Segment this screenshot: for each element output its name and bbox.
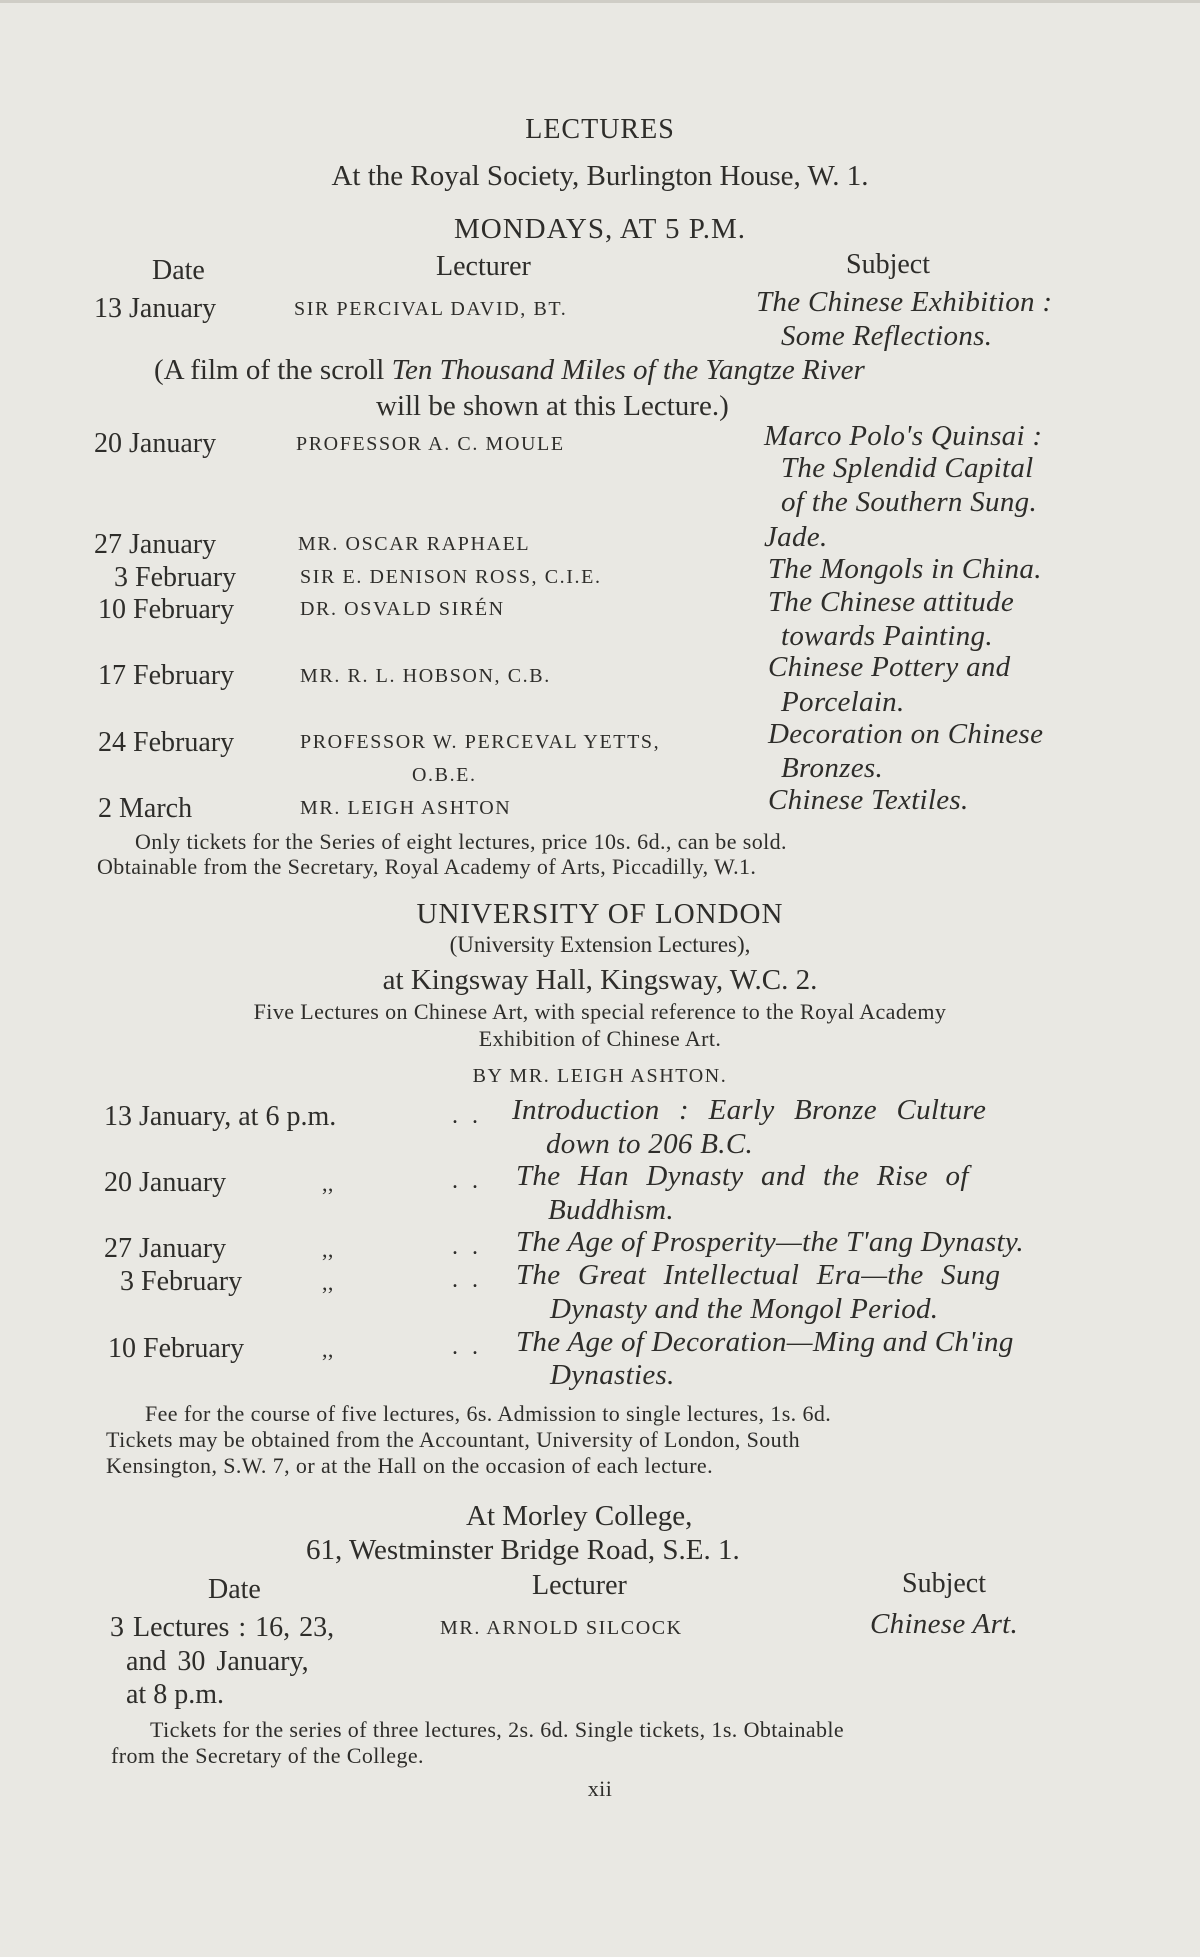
- row-subject-line: The Mongols in China.: [768, 553, 1042, 585]
- row-lecturer: MR. LEIGH ASHTON: [300, 797, 512, 819]
- leader-dots: . .: [452, 1168, 482, 1194]
- row-subject-line: Some Reflections.: [781, 320, 993, 352]
- page-number: xii: [587, 1776, 613, 1801]
- row-lecturer: DR. OSVALD SIRÉN: [300, 598, 505, 620]
- row-subject-line: Jade.: [764, 521, 828, 553]
- row-subject-line: Bronzes.: [781, 752, 884, 784]
- morley-date-line: at 8 p.m.: [126, 1679, 224, 1710]
- university-fee-note: Tickets may be obtained from the Accountant, University of London, South: [106, 1427, 800, 1452]
- lectures-tickets-note: Obtainable from the Secretary, Royal Academy of Arts, Piccadilly, W.1.: [97, 854, 757, 879]
- leader-dots: . .: [452, 1267, 482, 1293]
- row-subject-line: Marco Polo's Quinsai :: [764, 420, 1043, 452]
- row-lecturer: MR. R. L. HOBSON, C.B.: [300, 665, 551, 687]
- row-lecturer: SIR E. DENISON ROSS, C.I.E.: [300, 566, 602, 588]
- row-date: 17 February: [98, 660, 235, 691]
- row-date: 2 March: [98, 793, 193, 824]
- course-subject-line: Dynasty and the Mongol Period.: [550, 1293, 939, 1325]
- row-subject-line: Porcelain.: [781, 686, 905, 718]
- row-subject-line: Chinese Pottery and: [768, 651, 1011, 683]
- course-subject-line: The Age of Decoration—Ming and Ch'ing: [516, 1326, 1014, 1358]
- morley-header-lecturer: Lecturer: [532, 1570, 627, 1601]
- film-title: Ten Thousand Miles of the Yangtze River: [391, 354, 865, 386]
- lectures-schedule: MONDAYS, AT 5 P.M.: [454, 213, 746, 245]
- university-description: Five Lectures on Chinese Art, with special reference to the Royal Academy: [253, 999, 947, 1024]
- row-subject-line: towards Painting.: [781, 620, 993, 652]
- row-subject-line: The Chinese attitude: [768, 586, 1015, 618]
- lectures-title: LECTURES: [525, 114, 675, 145]
- course-date: 13 January, at 6 p.m.: [104, 1101, 337, 1132]
- course-date: 27 January: [104, 1233, 227, 1264]
- leader-dots: . .: [452, 1234, 482, 1260]
- university-by-line: BY MR. LEIGH ASHTON.: [472, 1065, 728, 1087]
- course-subject-line: The Great Intellectual Era—the Sung: [516, 1259, 1001, 1291]
- course-date: 10 February: [108, 1333, 245, 1364]
- row-subject-line: of the Southern Sung.: [781, 486, 1037, 518]
- university-description: Exhibition of Chinese Art.: [478, 1026, 722, 1051]
- course-subject-line: Introduction : Early Bronze Culture: [512, 1094, 987, 1126]
- university-title: UNIVERSITY OF LONDON: [416, 898, 784, 930]
- morley-date-line: 3 Lectures : 16, 23,: [110, 1612, 335, 1643]
- header-subject: Subject: [846, 249, 930, 280]
- row-date: 20 January: [94, 428, 217, 459]
- morley-header-date: Date: [208, 1574, 261, 1605]
- row-subject-line: Decoration on Chinese: [768, 718, 1044, 750]
- course-subject-line: down to 206 B.C.: [546, 1128, 754, 1160]
- row-lecturer: PROFESSOR W. PERCEVAL YETTS,: [300, 731, 661, 753]
- row-subject-line: The Splendid Capital: [781, 452, 1034, 484]
- course-subject-line: The Age of Prosperity—the T'ang Dynasty.: [516, 1226, 1024, 1258]
- leader-dots: . .: [452, 1334, 482, 1360]
- morley-venue-line2: 61, Westminster Bridge Road, S.E. 1.: [306, 1534, 740, 1566]
- row-subject-line: Chinese Textiles.: [768, 784, 969, 816]
- leader-dots: . .: [452, 1103, 482, 1129]
- film-note-line1: (A film of the scroll Ten Thousand Miles of the Yangtze River: [154, 354, 865, 386]
- ditto-mark: ,,: [322, 1237, 334, 1262]
- morley-header-subject: Subject: [902, 1568, 986, 1599]
- row-date: 24 February: [98, 727, 235, 758]
- university-fee-note: Kensington, S.W. 7, or at the Hall on the occasion of each lecture.: [106, 1453, 713, 1478]
- ditto-mark: ,,: [322, 1270, 334, 1295]
- course-subject-line: The Han Dynasty and the Rise of: [516, 1160, 969, 1192]
- header-lecturer: Lecturer: [436, 251, 531, 282]
- lectures-venue: At the Royal Society, Burlington House, W. 1.: [331, 160, 869, 192]
- row-date: 27 January: [94, 529, 217, 560]
- row-lecturer: PROFESSOR A. C. MOULE: [296, 433, 565, 455]
- course-subject-line: Dynasties.: [550, 1359, 675, 1391]
- row-lecturer: SIR PERCIVAL DAVID, BT.: [294, 298, 568, 320]
- course-date: 3 February: [120, 1266, 243, 1297]
- ditto-mark: ,,: [322, 1171, 334, 1196]
- ditto-mark: ,,: [322, 1337, 334, 1362]
- row-subject-line: The Chinese Exhibition :: [756, 286, 1053, 318]
- row-date: 3 February: [114, 562, 237, 593]
- row-date: 10 February: [98, 594, 235, 625]
- morley-date-line: and 30 January,: [126, 1646, 309, 1677]
- morley-tickets-note: from the Secretary of the College.: [111, 1743, 424, 1768]
- university-subtitle: (University Extension Lectures),: [449, 932, 751, 957]
- header-date: Date: [152, 255, 205, 286]
- morley-tickets-note: Tickets for the series of three lectures, 2s. 6d. Single tickets, 1s. Obtainable: [150, 1717, 845, 1742]
- morley-lecturer: MR. ARNOLD SILCOCK: [440, 1617, 683, 1639]
- row-lecturer: MR. OSCAR RAPHAEL: [298, 533, 531, 555]
- course-date: 20 January: [104, 1167, 227, 1198]
- lectures-tickets-note: Only tickets for the Series of eight lectures, price 10s. 6d., can be sold.: [135, 829, 787, 854]
- university-venue: at Kingsway Hall, Kingsway, W.C. 2.: [382, 964, 818, 996]
- university-fee-note: Fee for the course of five lectures, 6s. Admission to single lectures, 1s. 6d.: [145, 1401, 832, 1426]
- course-subject-line: Buddhism.: [548, 1194, 674, 1226]
- morley-subject: Chinese Art.: [870, 1608, 1019, 1640]
- row-lecturer: O.B.E.: [412, 764, 477, 786]
- morley-venue-line1: At Morley College,: [466, 1500, 693, 1532]
- film-note-line2: will be shown at this Lecture.): [376, 390, 729, 422]
- row-date: 13 January: [94, 293, 217, 324]
- top-edge-line: [0, 0, 1200, 3]
